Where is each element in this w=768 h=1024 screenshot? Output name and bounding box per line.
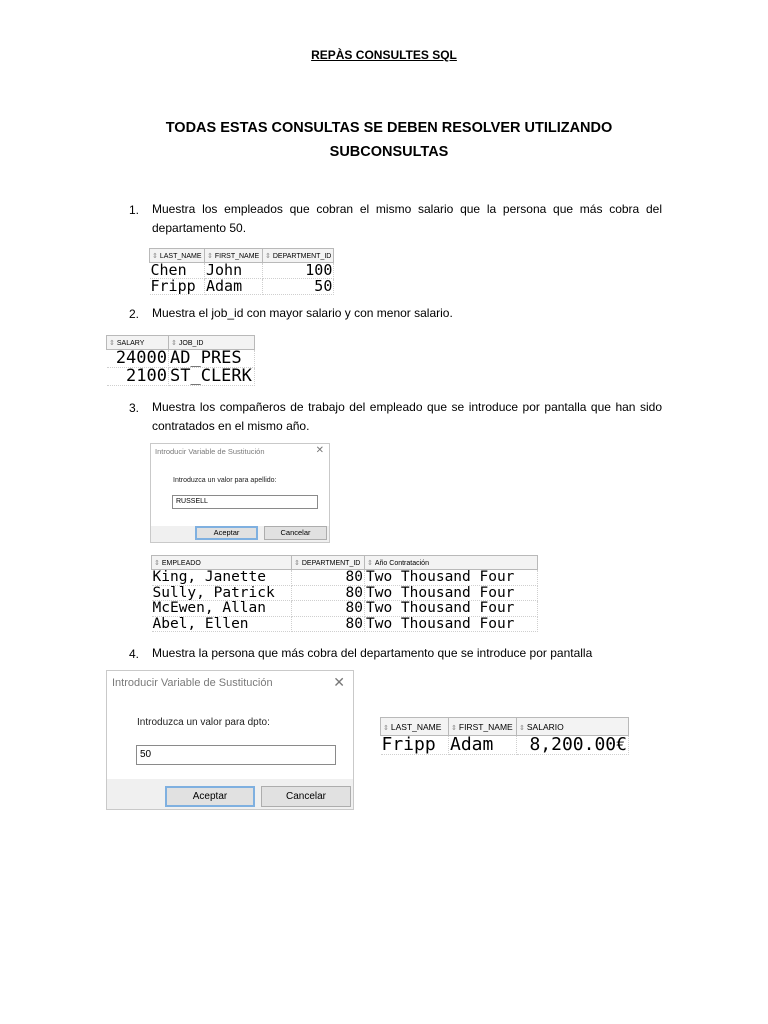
close-icon[interactable]: ✕ xyxy=(333,674,345,690)
table-row[interactable] xyxy=(150,279,334,295)
table-row[interactable] xyxy=(152,616,538,632)
question-1-text: Muestra los empleados que cobran el mismo salario que la persona que más cobra del departamento 50. xyxy=(152,202,662,235)
question-3-text: Muestra los compañeros de trabajo del empleado que se introduce por pantalla que han sido contratados en el mismo año. xyxy=(152,400,662,433)
sort-icon: ⇕ xyxy=(367,559,373,567)
table-row[interactable] xyxy=(107,368,255,386)
table-cell: 8,200.00€ xyxy=(517,736,629,755)
sort-icon: ⇕ xyxy=(109,339,115,347)
result-grid-1 xyxy=(149,248,334,295)
table-cell: Two Thousand Four xyxy=(365,616,538,632)
sort-icon: ⇕ xyxy=(294,559,300,567)
accept-button[interactable]: Aceptar xyxy=(165,786,255,807)
table-cell: Adam xyxy=(205,279,263,295)
result-grid-2 xyxy=(106,335,255,386)
table-cell: 50 xyxy=(263,279,334,295)
result-grid-3 xyxy=(151,555,538,632)
sort-icon: ⇕ xyxy=(451,724,457,732)
grid-1-header-last-name[interactable]: ⇕ LAST_NAME xyxy=(150,249,205,263)
table-row[interactable] xyxy=(152,601,538,617)
main-heading: TODAS ESTAS CONSULTAS SE DEBEN RESOLVER UTILIZANDO SUBCONSULTAS xyxy=(165,120,613,160)
cancel-button[interactable]: Cancelar xyxy=(261,786,351,807)
grid-3-header-hire-year[interactable]: ⇕ Año Contratación xyxy=(365,556,538,570)
dialog-prompt: Introduzca un valor para dpto: xyxy=(137,717,270,728)
department-input[interactable]: 50 xyxy=(136,745,336,765)
sort-icon: ⇕ xyxy=(171,339,177,347)
table-cell: Fripp xyxy=(150,279,205,295)
table-cell: Two Thousand Four xyxy=(365,585,538,601)
dialog-title: Introducir Variable de Sustitución xyxy=(112,677,273,689)
question-4-text: Muestra la persona que más cobra del departamento que se introduce por pantalla xyxy=(152,646,593,660)
result-grid-4 xyxy=(380,717,629,755)
sort-icon: ⇕ xyxy=(152,252,158,260)
document-title: REPÀS CONSULTES SQL xyxy=(311,48,457,62)
table-cell: 100 xyxy=(263,263,334,279)
question-2-number: 2. xyxy=(129,307,140,321)
table-row[interactable] xyxy=(152,570,538,586)
substitution-dialog-dept xyxy=(106,670,354,810)
table-cell: Two Thousand Four xyxy=(365,601,538,617)
substitution-dialog-surname xyxy=(150,443,330,543)
table-cell: John xyxy=(205,263,263,279)
grid-4-header-last-name[interactable]: ⇕ LAST_NAME xyxy=(381,718,449,736)
table-row[interactable] xyxy=(150,263,334,279)
grid-2-header-salary[interactable]: ⇕ SALARY xyxy=(107,336,169,350)
grid-4-header-first-name[interactable]: ⇕ FIRST_NAME xyxy=(449,718,517,736)
sort-icon: ⇕ xyxy=(265,252,271,260)
grid-1-header-department-id[interactable]: ⇕ DEPARTMENT_ID xyxy=(263,249,334,263)
table-row[interactable] xyxy=(152,585,538,601)
table-cell: Fripp xyxy=(381,736,449,755)
question-1-number: 1. xyxy=(129,203,140,217)
sort-icon: ⇕ xyxy=(383,724,389,732)
table-cell: 2100 xyxy=(107,368,169,386)
accept-button[interactable]: Aceptar xyxy=(195,526,258,540)
dialog-prompt: Introduzca un valor para apellido: xyxy=(173,477,277,484)
sort-icon: ⇕ xyxy=(154,559,160,567)
table-cell: 80 xyxy=(292,601,365,617)
grid-3-header-department-id[interactable]: ⇕ DEPARTMENT_ID xyxy=(292,556,365,570)
question-4-number: 4. xyxy=(129,647,140,661)
question-2-text: Muestra el job_id con mayor salario y con menor salario. xyxy=(152,306,453,320)
table-cell: 80 xyxy=(292,570,365,586)
table-cell: Two Thousand Four xyxy=(365,570,538,586)
table-cell: Chen xyxy=(150,263,205,279)
table-cell: 80 xyxy=(292,585,365,601)
table-cell: ST_CLERK xyxy=(169,368,255,386)
grid-2-header-job-id[interactable]: ⇕ JOB_ID xyxy=(169,336,255,350)
table-cell: King, Janette xyxy=(152,570,292,586)
sort-icon: ⇕ xyxy=(519,724,525,732)
table-cell: Sully, Patrick xyxy=(152,585,292,601)
dialog-title: Introducir Variable de Sustitución xyxy=(155,447,265,456)
table-row[interactable] xyxy=(381,736,629,755)
sort-icon: ⇕ xyxy=(207,252,213,260)
grid-1-header-first-name[interactable]: ⇕ FIRST_NAME xyxy=(205,249,263,263)
table-cell: 24000 xyxy=(107,350,169,368)
table-cell: Abel, Ellen xyxy=(152,616,292,632)
close-icon[interactable]: ✕ xyxy=(315,445,324,456)
question-3-number: 3. xyxy=(129,401,140,415)
table-cell: McEwen, Allan xyxy=(152,601,292,617)
grid-3-header-empleado[interactable]: ⇕ EMPLEADO xyxy=(152,556,292,570)
cancel-button[interactable]: Cancelar xyxy=(264,526,327,540)
table-cell: AD_PRES xyxy=(169,350,255,368)
table-cell: 80 xyxy=(292,616,365,632)
table-cell: Adam xyxy=(449,736,517,755)
surname-input[interactable]: RUSSELL xyxy=(172,495,318,509)
table-row[interactable] xyxy=(107,350,255,368)
grid-4-header-salario[interactable]: ⇕ SALARIO xyxy=(517,718,629,736)
